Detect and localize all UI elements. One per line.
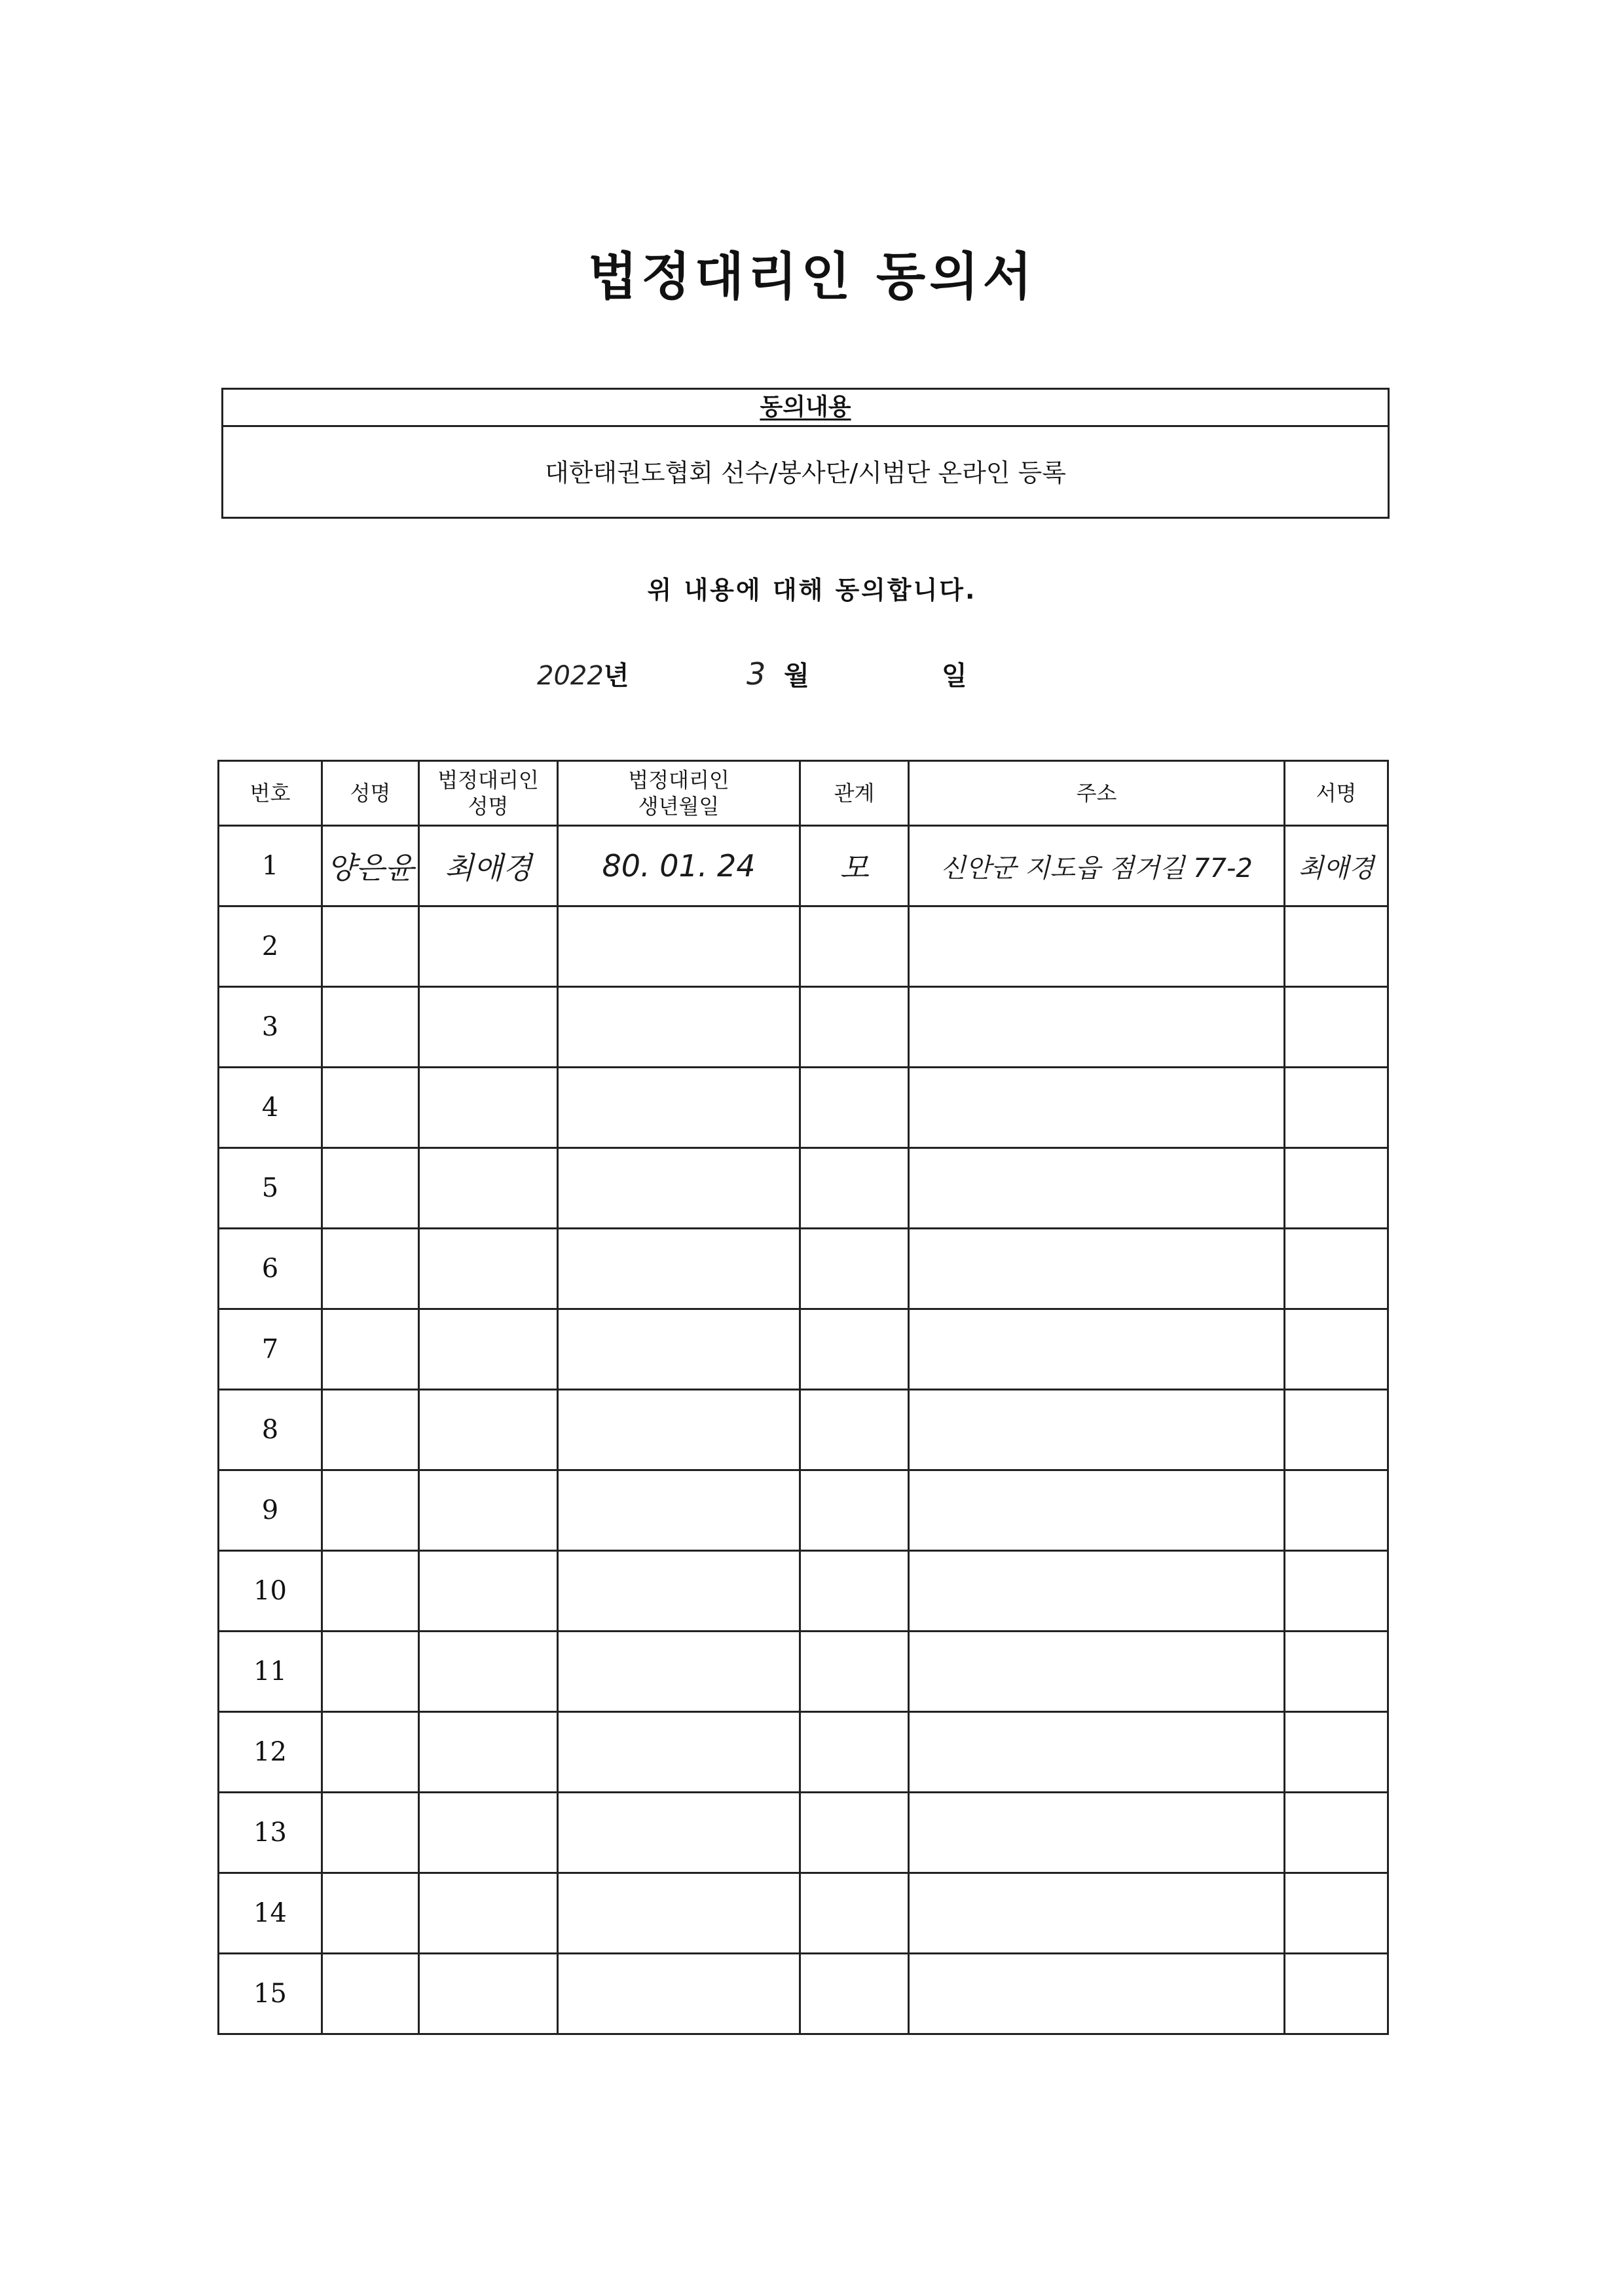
consent-box (221, 388, 1390, 519)
cell-guardian-birth: 80. 01. 24 (558, 826, 800, 906)
cell-name (322, 1068, 419, 1148)
table-row (219, 1632, 1388, 1712)
cell-guardian-name (419, 987, 558, 1068)
guardian-table (217, 760, 1389, 2035)
cell-relation (800, 1229, 909, 1309)
cell-no: 13 (219, 1793, 322, 1873)
cell-guardian-birth (558, 1632, 800, 1712)
header-guardian-birth (558, 761, 800, 826)
consent-heading-text: 동의내용 (760, 394, 851, 420)
cell-relation: 모 (800, 826, 909, 906)
table-row (219, 1068, 1388, 1148)
cell-guardian-birth (558, 1309, 800, 1390)
cell-guardian-name (419, 1551, 558, 1632)
date-month-value: 3 (747, 656, 766, 692)
cell-relation (800, 1551, 909, 1632)
table-row (219, 1148, 1388, 1229)
cell-signature (1285, 1712, 1388, 1793)
cell-no: 3 (219, 987, 322, 1068)
cell-no: 11 (219, 1632, 322, 1712)
cell-address (909, 1793, 1285, 1873)
cell-relation (800, 1712, 909, 1793)
header-guardian-birth-line2: 생년월일 (638, 794, 720, 819)
cell-name (322, 987, 419, 1068)
cell-guardian-name (419, 1873, 558, 1954)
header-guardian-birth-line1: 법정대리인 (628, 768, 729, 793)
cell-name (322, 1148, 419, 1229)
table-row (219, 1309, 1388, 1390)
cell-guardian-name (419, 1390, 558, 1470)
agreement-statement: 위 내용에 대해 동의합니다. (647, 576, 977, 605)
table-row (219, 1873, 1388, 1954)
date-year (537, 655, 668, 701)
cell-no: 15 (219, 1954, 322, 2034)
cell-address (909, 1390, 1285, 1470)
cell-name (322, 1712, 419, 1793)
cell-address (909, 987, 1285, 1068)
cell-address (909, 1229, 1285, 1309)
cell-guardian-name (419, 1793, 558, 1873)
cell-signature: 최애경 (1285, 826, 1388, 906)
cell-signature (1285, 1229, 1388, 1309)
cell-guardian-birth (558, 1229, 800, 1309)
cell-signature (1285, 1309, 1388, 1390)
cell-address (909, 1632, 1285, 1712)
date-day (942, 655, 1007, 701)
cell-name (322, 1632, 419, 1712)
table-header-row (219, 761, 1388, 826)
cell-no: 6 (219, 1229, 322, 1309)
cell-no: 14 (219, 1873, 322, 1954)
cell-relation (800, 1068, 909, 1148)
table-row (219, 1793, 1388, 1873)
table-row (219, 1390, 1388, 1470)
cell-name (322, 1229, 419, 1309)
cell-guardian-birth (558, 1390, 800, 1470)
cell-guardian-name (419, 1632, 558, 1712)
cell-guardian-birth (558, 1954, 800, 2034)
table-row (219, 1470, 1388, 1551)
cell-name (322, 1954, 419, 2034)
cell-relation (800, 1309, 909, 1390)
cell-guardian-name (419, 1954, 558, 2034)
cell-no: 7 (219, 1309, 322, 1390)
header-guardian-name (419, 761, 558, 826)
cell-guardian-birth (558, 1873, 800, 1954)
cell-address (909, 906, 1285, 987)
cell-signature (1285, 906, 1388, 987)
page-title: 법정대리인 동의서 (588, 248, 1036, 307)
cell-no: 2 (219, 906, 322, 987)
cell-guardian-name (419, 1229, 558, 1309)
consent-heading (223, 390, 1388, 427)
cell-name (322, 1390, 419, 1470)
cell-guardian-name (419, 1712, 558, 1793)
date-day-label: 일 (942, 661, 967, 691)
table-row (219, 987, 1388, 1068)
cell-signature (1285, 1551, 1388, 1632)
cell-signature (1285, 1793, 1388, 1873)
cell-signature (1285, 1390, 1388, 1470)
cell-relation (800, 987, 909, 1068)
cell-signature (1285, 1873, 1388, 1954)
cell-guardian-birth (558, 987, 800, 1068)
cell-guardian-name: 최애경 (419, 826, 558, 906)
cell-name (322, 1793, 419, 1873)
cell-no: 10 (219, 1551, 322, 1632)
cell-guardian-name (419, 1309, 558, 1390)
cell-no: 8 (219, 1390, 322, 1470)
cell-signature (1285, 1954, 1388, 2034)
cell-guardian-birth (558, 1793, 800, 1873)
cell-signature (1285, 1470, 1388, 1551)
cell-signature (1285, 1632, 1388, 1712)
cell-address (909, 1873, 1285, 1954)
table-row (219, 1551, 1388, 1632)
header-address: 주소 (909, 761, 1285, 826)
cell-guardian-birth (558, 1551, 800, 1632)
table-row (219, 1712, 1388, 1793)
date-year-value: 2022 (537, 661, 604, 691)
date-month-label: 월 (784, 661, 809, 691)
cell-address (909, 1470, 1285, 1551)
table-row (219, 1229, 1388, 1309)
cell-guardian-birth (558, 906, 800, 987)
table-row (219, 906, 1388, 987)
cell-name (322, 1309, 419, 1390)
cell-no: 12 (219, 1712, 322, 1793)
cell-guardian-name (419, 1470, 558, 1551)
cell-signature (1285, 1068, 1388, 1148)
cell-relation (800, 1148, 909, 1229)
cell-relation (800, 906, 909, 987)
header-name: 성명 (322, 761, 419, 826)
cell-name: 양은윤 (322, 826, 419, 906)
cell-address (909, 1954, 1285, 2034)
header-guardian-name-line2: 성명 (468, 794, 509, 819)
cell-no: 9 (219, 1470, 322, 1551)
cell-guardian-birth (558, 1068, 800, 1148)
cell-guardian-name (419, 1068, 558, 1148)
cell-guardian-name (419, 1148, 558, 1229)
cell-relation (800, 1793, 909, 1873)
header-relation: 관계 (800, 761, 909, 826)
cell-guardian-birth (558, 1148, 800, 1229)
cell-address (909, 1309, 1285, 1390)
header-no: 번호 (219, 761, 322, 826)
cell-guardian-name (419, 906, 558, 987)
cell-address (909, 1551, 1285, 1632)
cell-address (909, 1712, 1285, 1793)
cell-relation (800, 1873, 909, 1954)
cell-relation (800, 1470, 909, 1551)
cell-address (909, 1148, 1285, 1229)
date-month (747, 655, 845, 701)
cell-address: 신안군 지도읍 점거길 77-2 (909, 826, 1285, 906)
date-year-label: 년 (603, 661, 629, 691)
cell-address (909, 1068, 1285, 1148)
cell-signature (1285, 1148, 1388, 1229)
cell-no: 5 (219, 1148, 322, 1229)
cell-signature (1285, 987, 1388, 1068)
cell-guardian-birth (558, 1712, 800, 1793)
cell-relation (800, 1390, 909, 1470)
cell-relation (800, 1632, 909, 1712)
header-signature: 서명 (1285, 761, 1388, 826)
cell-name (322, 1470, 419, 1551)
cell-name (322, 906, 419, 987)
cell-name (322, 1873, 419, 1954)
table-row (219, 826, 1388, 906)
cell-name (322, 1551, 419, 1632)
table-row (219, 1954, 1388, 2034)
consent-body: 대한태권도협회 선수/봉사단/시범단 온라인 등록 (544, 458, 1066, 487)
cell-relation (800, 1954, 909, 2034)
header-guardian-name-line1: 법정대리인 (437, 768, 539, 793)
cell-no: 4 (219, 1068, 322, 1148)
cell-guardian-birth (558, 1470, 800, 1551)
cell-no: 1 (219, 826, 322, 906)
